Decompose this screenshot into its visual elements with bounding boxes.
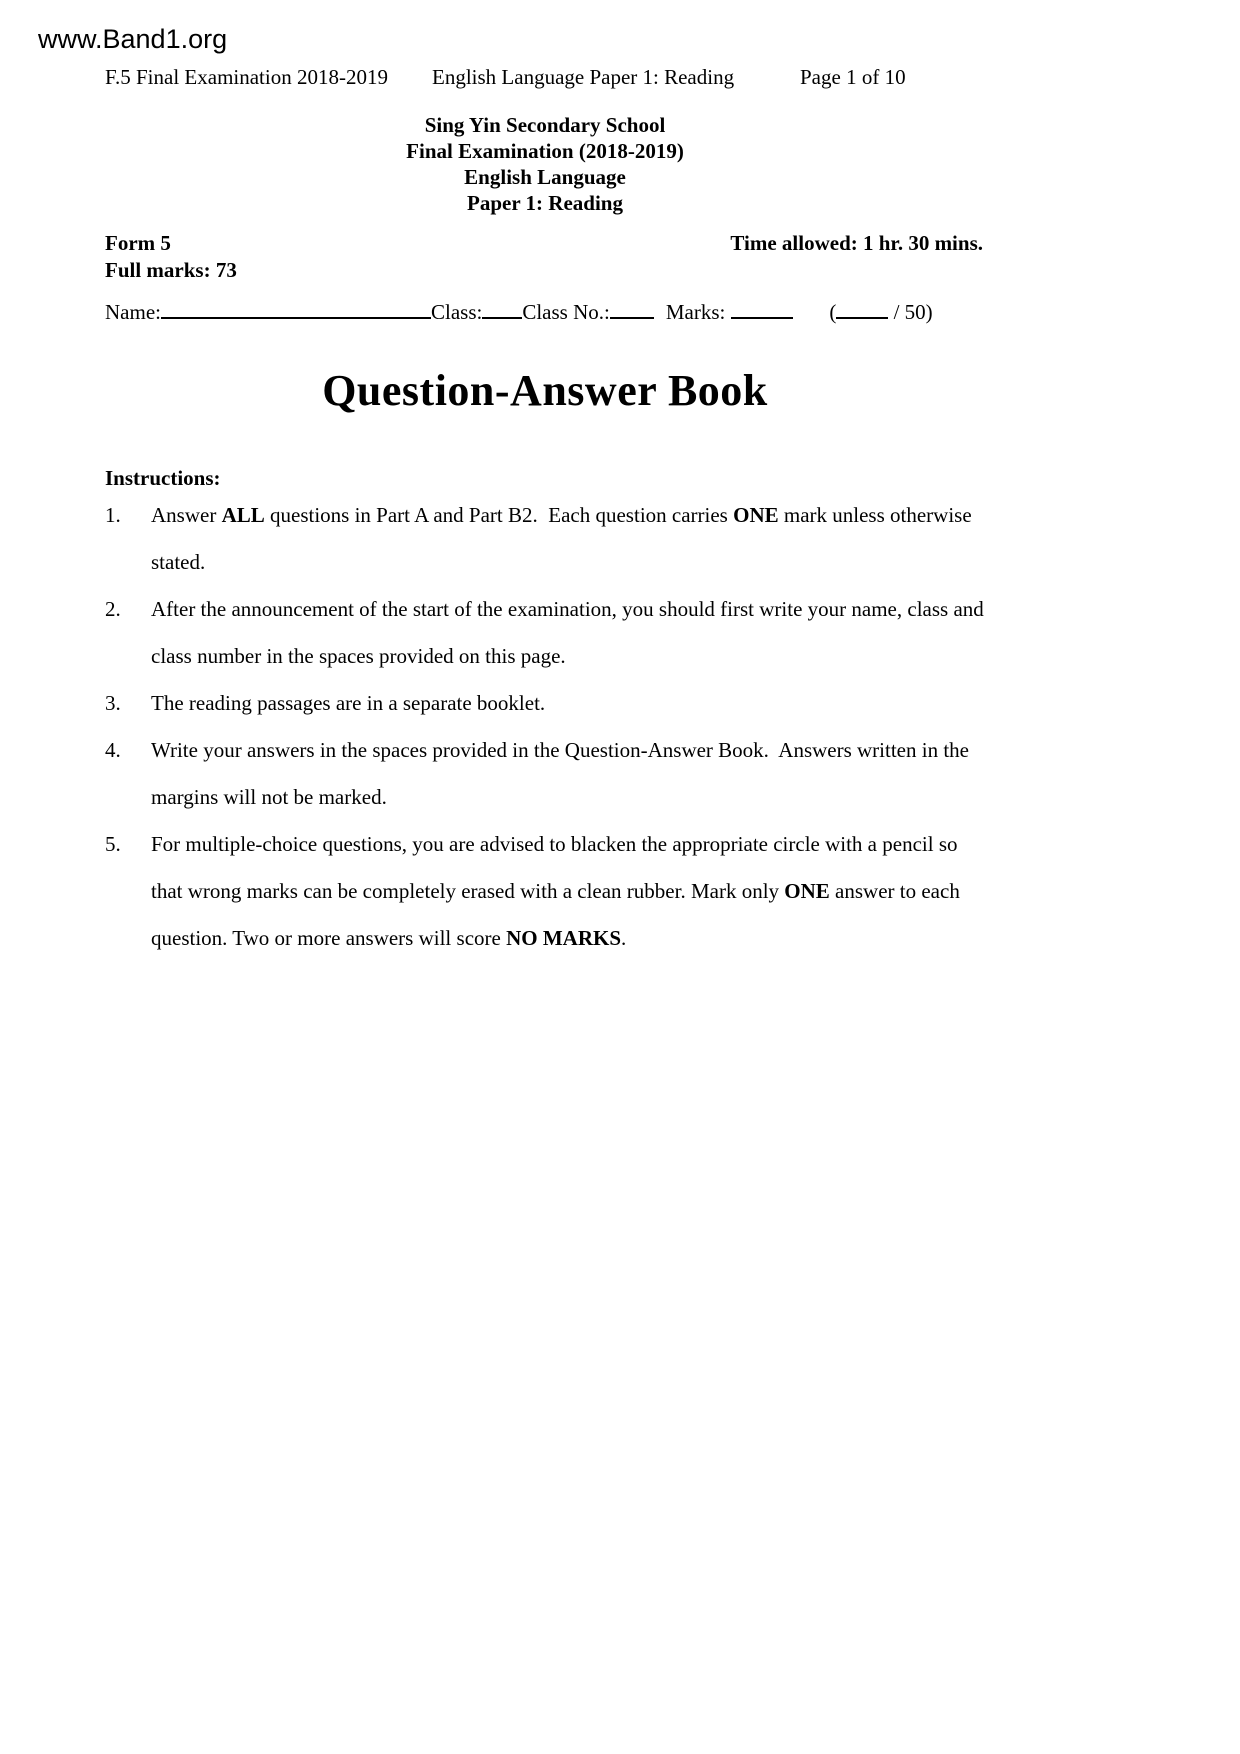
exam-name: Final Examination (2018-2019) bbox=[406, 139, 684, 163]
class-no-blank bbox=[610, 311, 654, 319]
instructions-list bbox=[105, 492, 993, 962]
instructions-heading: Instructions: bbox=[105, 466, 221, 490]
header-exam-name: F.5 Final Examination 2018-2019 bbox=[105, 65, 388, 89]
instruction-number: 3. bbox=[105, 691, 121, 715]
title-block bbox=[105, 112, 985, 216]
instruction-item bbox=[105, 680, 993, 727]
document-title: Question-Answer Book bbox=[322, 366, 768, 415]
instruction-text: For multiple-choice questions, you are advised to blacken the appropriate circle with a pencil so that wrong marks can be completely erased with a clean rubber. Mark only ONE answer to each question. Two or more answers will score NO MARKS. bbox=[151, 832, 960, 950]
instruction-text: Answer ALL questions in Part A and Part B2. Each question carries ONE mark unless otherwise stated. bbox=[151, 503, 972, 574]
class-blank bbox=[482, 311, 522, 319]
time-allowed-label: Time allowed: 1 hr. 30 mins. bbox=[730, 231, 983, 255]
paper-name: Paper 1: Reading bbox=[467, 191, 623, 215]
instruction-number: 5. bbox=[105, 832, 121, 856]
score-paren bbox=[829, 300, 932, 324]
full-marks-label: Full marks: 73 bbox=[105, 258, 237, 282]
class-label: Class: bbox=[430, 300, 483, 324]
instruction-text: The reading passages are in a separate booklet. bbox=[151, 691, 546, 715]
instruction-item bbox=[105, 821, 993, 962]
instruction-number: 2. bbox=[105, 597, 121, 621]
instruction-item bbox=[105, 727, 993, 821]
header-paper-name: English Language Paper 1: Reading bbox=[432, 65, 735, 89]
marks-blank bbox=[731, 311, 793, 319]
instructions-section bbox=[105, 464, 993, 962]
instruction-text: Write your answers in the spaces provided in the Question-Answer Book. Answers written in the margins will not be marked. bbox=[151, 738, 969, 809]
score-blank bbox=[836, 311, 888, 319]
school-name: Sing Yin Secondary School bbox=[424, 113, 666, 137]
name-label: Name: bbox=[105, 300, 161, 324]
class-no-label: Class No.: bbox=[522, 300, 610, 324]
marks-label: Marks: bbox=[665, 300, 726, 324]
candidate-info-line bbox=[105, 300, 1185, 325]
paren-open: ( bbox=[829, 300, 837, 324]
instruction-number: 1. bbox=[105, 503, 121, 527]
site-watermark: www.Band1.org bbox=[38, 24, 228, 54]
name-blank bbox=[161, 311, 431, 319]
instruction-number: 4. bbox=[105, 738, 121, 762]
subject-name: English Language bbox=[464, 165, 626, 189]
form-label: Form 5 bbox=[105, 231, 171, 255]
paren-close: / 50) bbox=[888, 300, 933, 324]
page-header bbox=[105, 64, 905, 90]
instruction-text: After the announcement of the start of the examination, you should first write your name, class and class number in the spaces provided on this page. bbox=[151, 597, 984, 668]
header-page-number: Page 1 of 10 bbox=[800, 65, 906, 89]
meta-row bbox=[105, 230, 983, 284]
instruction-item bbox=[105, 492, 993, 586]
instruction-item bbox=[105, 586, 993, 680]
meta-left bbox=[105, 230, 237, 284]
